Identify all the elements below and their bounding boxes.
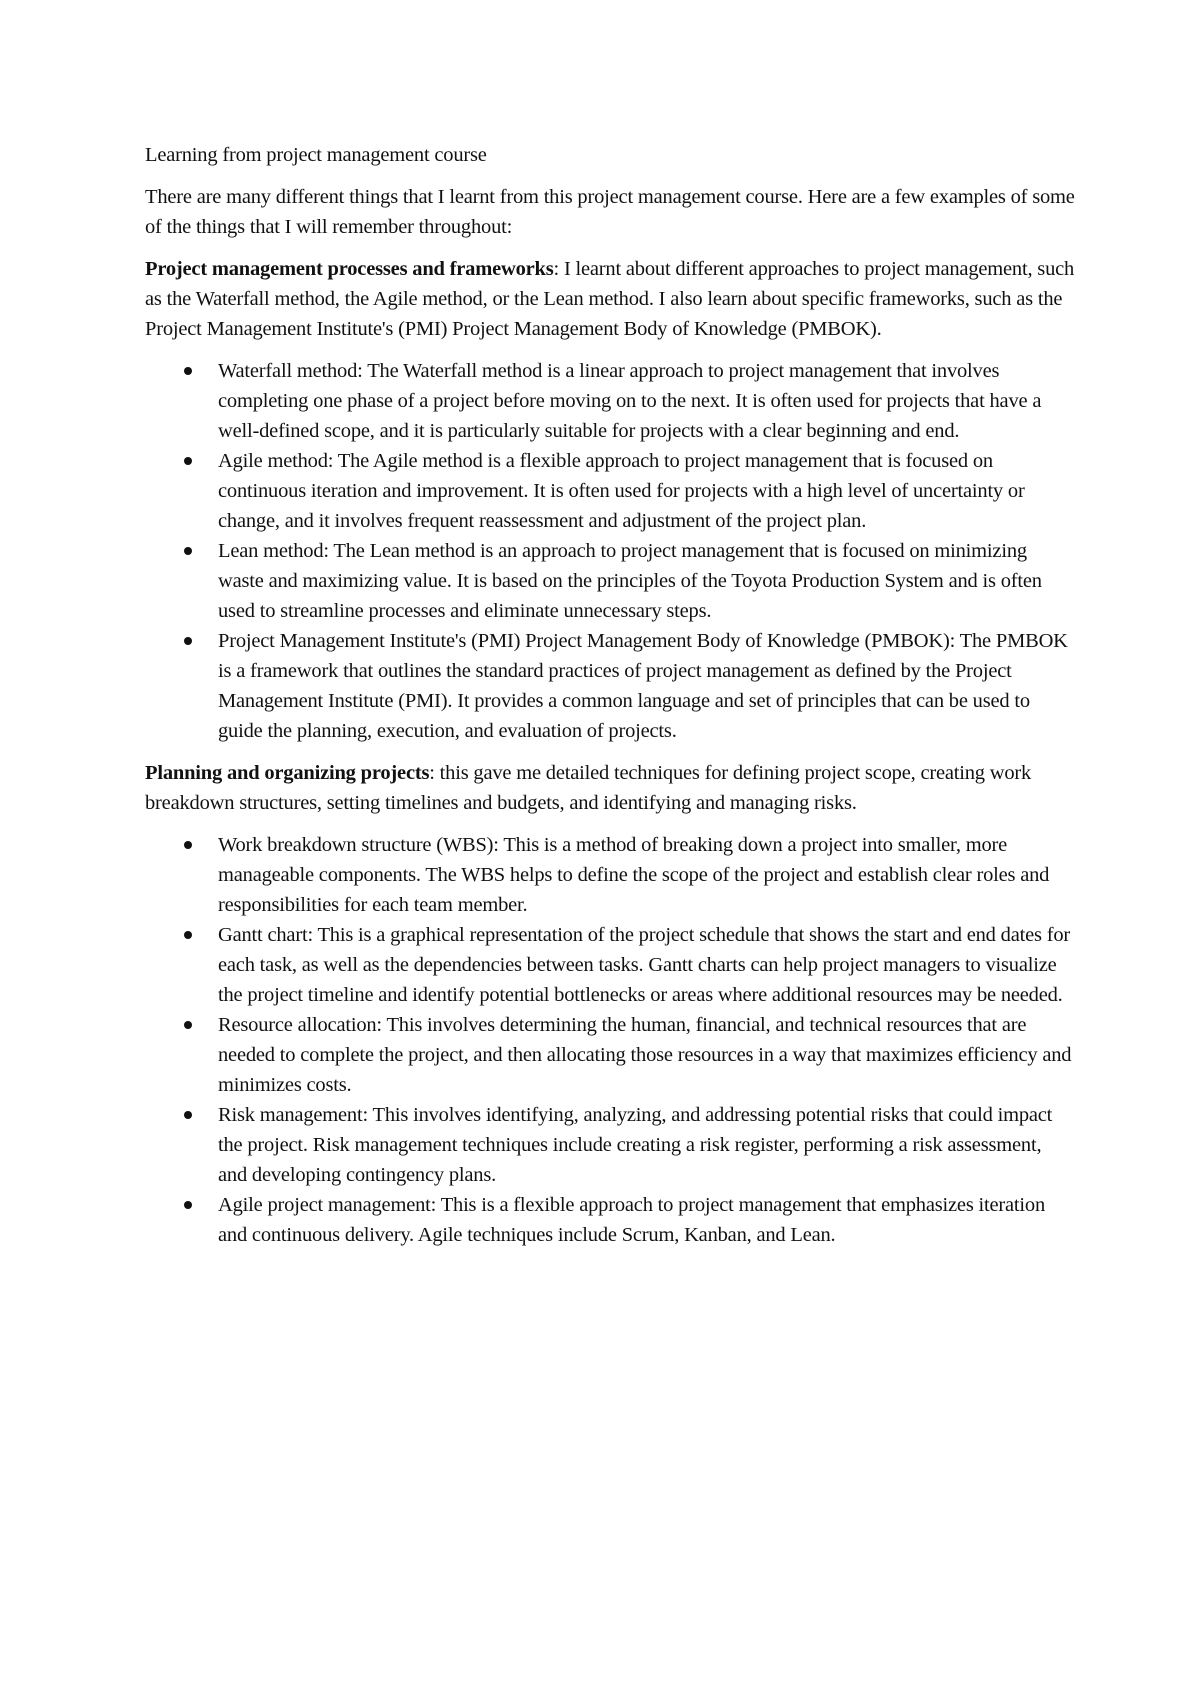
list-item: Work breakdown structure (WBS): This is a method of breaking down a project into smaller, more manageable components. The WBS helps to define the scope of the project and establish clear roles and responsibilities for each team member.: [218, 830, 1075, 920]
section-frameworks-paragraph: [145, 254, 1075, 344]
document-title: Learning from project management course: [145, 144, 487, 166]
list-item: Risk management: This involves identifying, analyzing, and addressing potential risks that could impact the project. Risk management techniques include creating a risk register, performing a risk assessment, and developing contingency plans.: [218, 1100, 1075, 1190]
frameworks-list: [145, 356, 1075, 746]
list-item: Gantt chart: This is a graphical representation of the project schedule that shows the start and end dates for each task, as well as the dependencies between tasks. Gantt charts can help project managers to visualize the project timeline and identify potential bottlenecks or areas where additional resources may be needed.: [218, 920, 1075, 1010]
section-heading: Project management processes and frameworks: [145, 258, 554, 280]
planning-list: [145, 830, 1075, 1250]
list-item: Agile project management: This is a flexible approach to project management that emphasizes iteration and continuous delivery. Agile techniques include Scrum, Kanban, and Lean.: [218, 1190, 1075, 1250]
section-text: : this gave me detailed techniques for defining project scope, creating work breakdown structures, setting timelines and budgets, and identifying and managing risks.: [145, 762, 1032, 814]
section-heading: Planning and organizing projects: [145, 762, 430, 784]
list-item: Project Management Institute's (PMI) Project Management Body of Knowledge (PMBOK): The PMBOK is a framework that outlines the standard practices of project management as defined by the Project Management Institute (PMI). It provides a common language and set of principles that can be used to guide the planning, execution, and evaluation of projects.: [218, 626, 1075, 746]
intro-paragraph: There are many different things that I learnt from this project management course. Here are a few examples of some of the things that I will remember throughout:: [145, 186, 1075, 238]
list-item: Agile method: The Agile method is a flexible approach to project management that is focused on continuous iteration and improvement. It is often used for projects with a high level of uncertainty or change, and it involves frequent reassessment and adjustment of the project plan.: [218, 446, 1075, 536]
list-item: Resource allocation: This involves determining the human, financial, and technical resources that are needed to complete the project, and then allocating those resources in a way that maximizes efficiency and minimizes costs.: [218, 1010, 1075, 1100]
section-text: : I learnt about different approaches to project management, such as the Waterfall method, the Agile method, or the Lean method. I also learn about specific frameworks, such as the Project Management Institute's (PMI) Project Management Body of Knowledge (PMBOK).: [145, 258, 1075, 340]
section-planning-paragraph: [145, 758, 1075, 818]
list-item: Waterfall method: The Waterfall method is a linear approach to project management that involves completing one phase of a project before moving on to the next. It is often used for projects that have a well-defined scope, and it is particularly suitable for projects with a clear beginning and end.: [218, 356, 1075, 446]
list-item: Lean method: The Lean method is an approach to project management that is focused on minimizing waste and maximizing value. It is based on the principles of the Toyota Production System and is often used to streamline processes and eliminate unnecessary steps.: [218, 536, 1075, 626]
document-page: [145, 140, 1075, 1262]
